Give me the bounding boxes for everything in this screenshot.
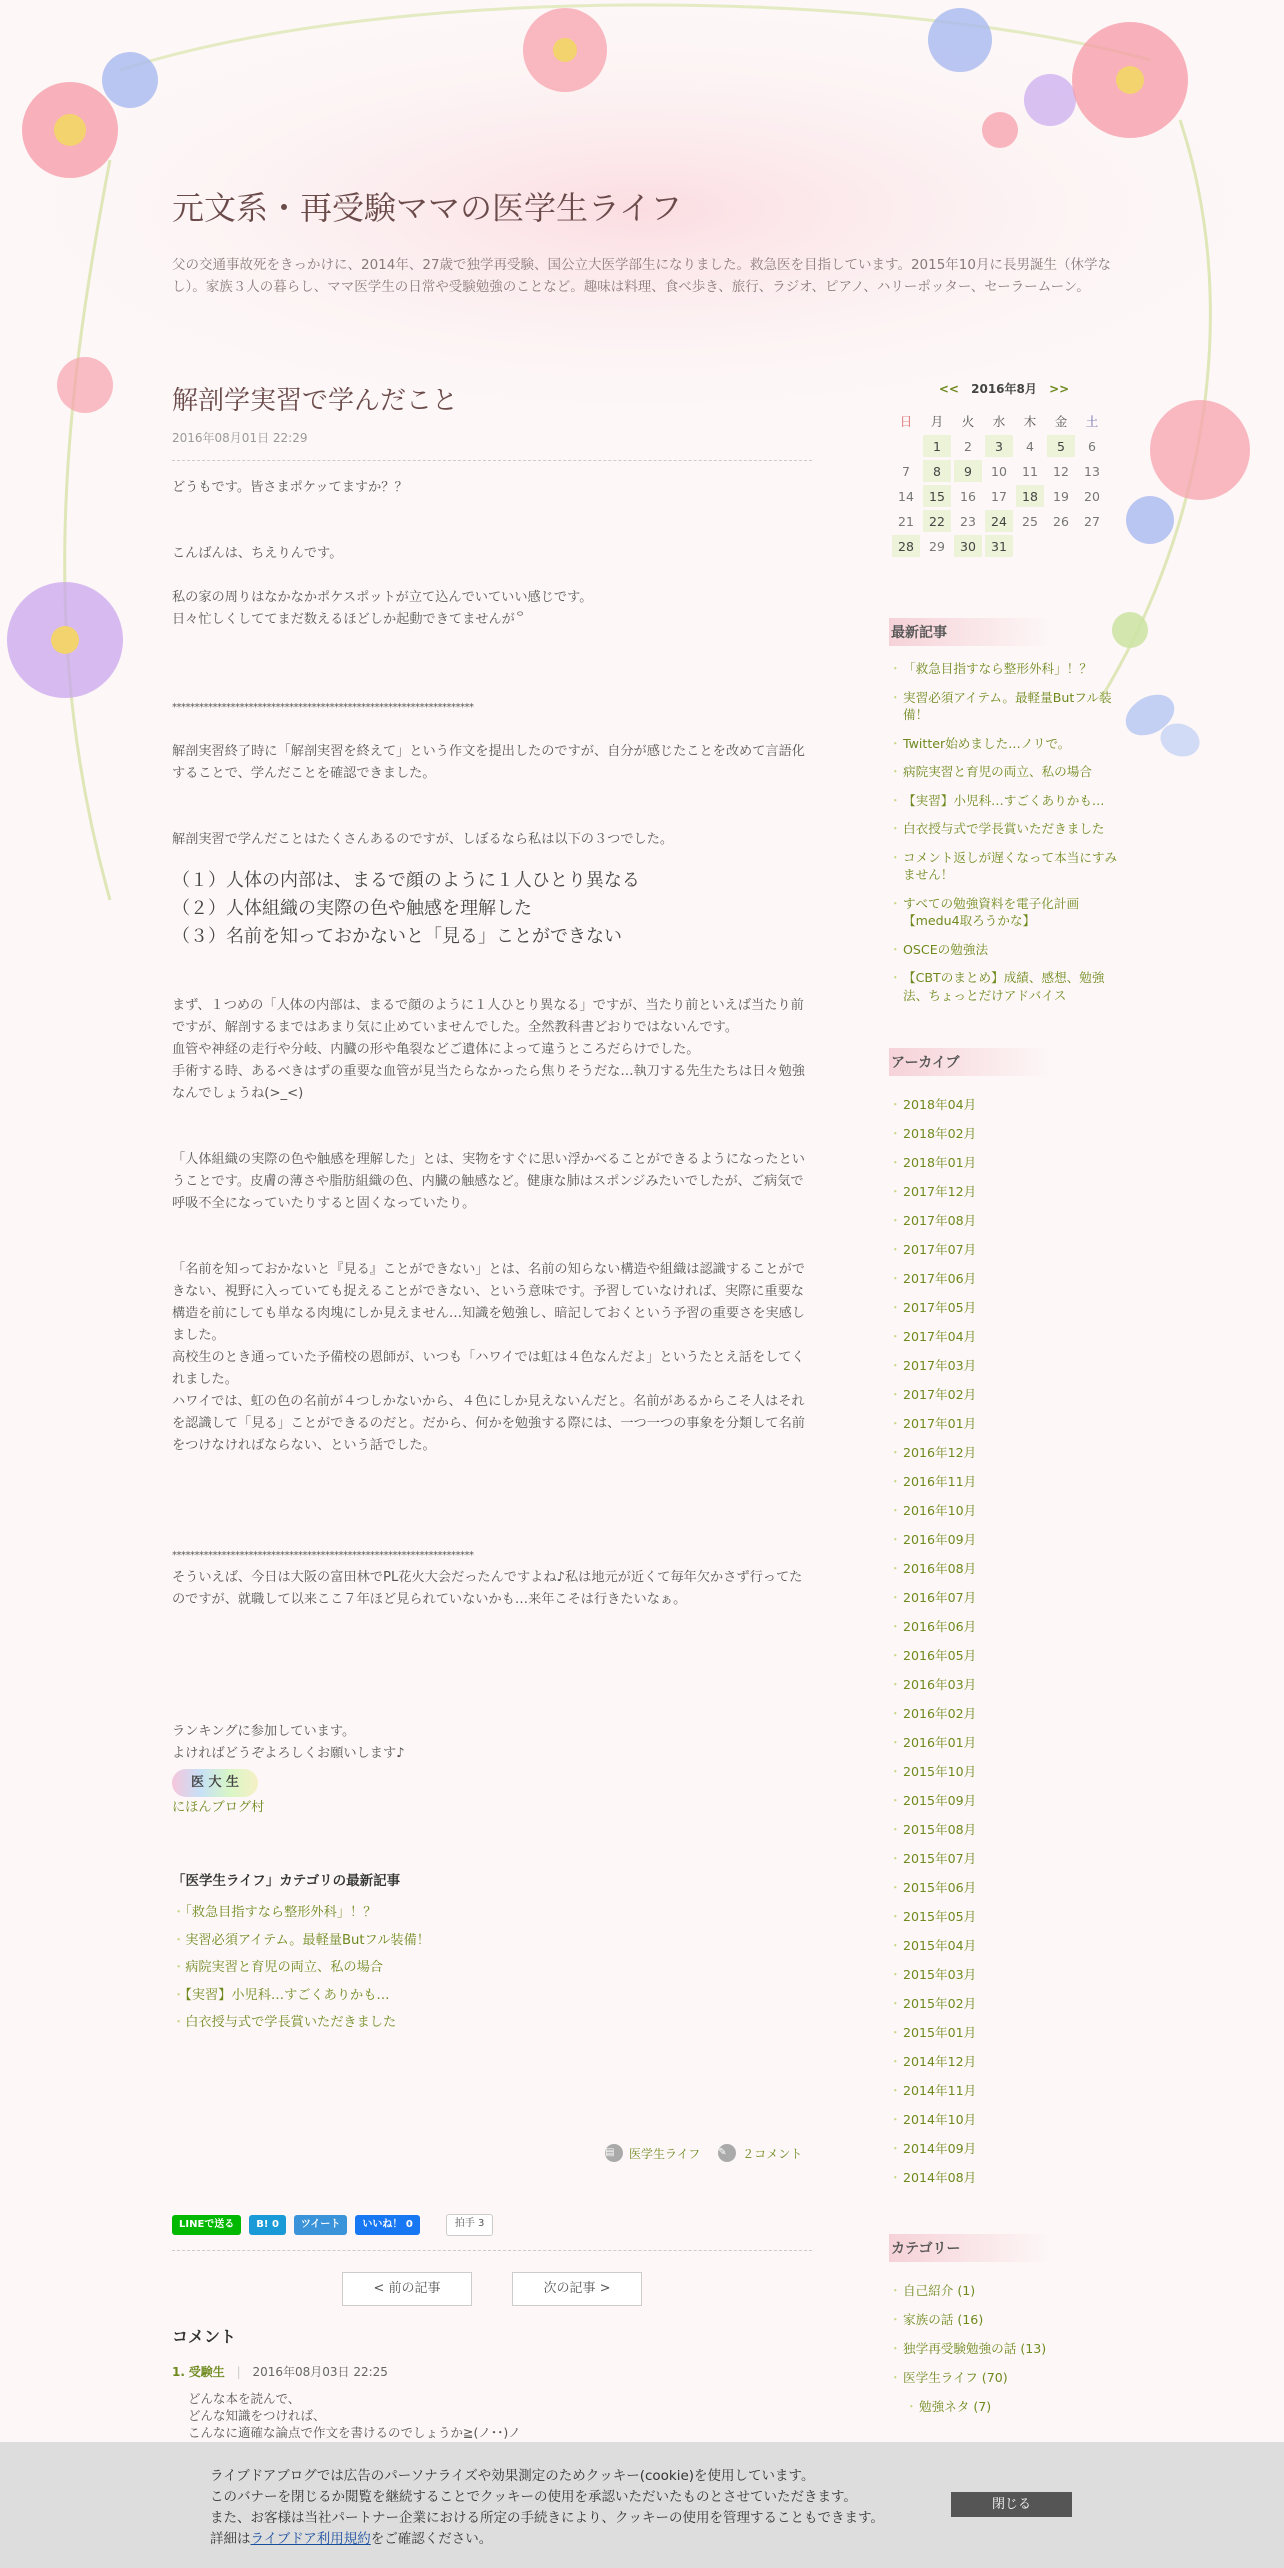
calendar-day: 12 <box>1053 463 1069 479</box>
entry-paragraph: こんばんは、ちえりんです。 <box>172 546 343 561</box>
archive-item[interactable]: ・ 2016年05月 <box>889 1641 1119 1670</box>
calendar-day: 11 <box>1022 463 1038 479</box>
archive-item[interactable]: ・ 2017年01月 <box>889 1409 1119 1438</box>
sidebar <box>889 380 1119 2421</box>
pager <box>342 2272 642 2306</box>
main-column <box>172 380 812 2037</box>
calendar-day: 20 <box>1084 488 1100 504</box>
separator: ******************************************************************* <box>172 702 474 713</box>
calendar-day[interactable]: 31 <box>985 535 1013 557</box>
folder-icon: ▤ <box>605 2144 623 2162</box>
entry-paragraph: 「名前を知っておかないと『見る』ことができない」とは、名前の知らない構造や組織は認識することができない、視野に入っていても捉えることができない、という意味です。予習していなければ、実際に重要な構造を前にしても単なる肉塊にしか見えません…知識を勉強し、暗記しておくという予習の重要さを実感しました。 高校生のとき通っていた予備校の恩師が、いつも「ハワイでは虹は４色なんだよ」というたとえ話をしてくれました。 ハワイでは、虹の色の名前が４つしかないから、４色にしか見えないんだと。名前があるからこそ人はそれを認識して「見る」ことができるのだと。だから、何かを勉強する際には、一つ一つの事象を分類して名前をつけなければならない、という話でした。 <box>172 1262 805 1453</box>
entry-paragraph: 解剖実習で学んだことはたくさんあるのですが、しぼるなら私は以下の３つでした。 <box>172 832 674 847</box>
meta-comments[interactable] <box>718 2144 802 2162</box>
cookie-close-button[interactable]: 閉じる <box>951 2492 1072 2517</box>
comment-date: 2016年08月03日 22:25 <box>252 2365 388 2379</box>
entry-paragraph: そういえば、今日は大阪の富田林でPL花火大会だったんですよね♪私は地元が近くて毎年欠かさず行ってたのですが、就職して以来ここ７年ほど見られていないかも…来年こそは行きたいなぁ。 <box>172 1570 803 1607</box>
share-bar <box>172 2214 493 2236</box>
calendar-day[interactable]: 28 <box>892 535 920 557</box>
archive-item[interactable]: ・ 2014年08月 <box>889 2163 1119 2192</box>
archive-item[interactable]: ・ 2015年10月 <box>889 1757 1119 1786</box>
divider <box>172 2250 812 2251</box>
category-latest <box>172 1869 812 2037</box>
entry-paragraph: 「人体組織の実際の色や触感を理解した」とは、実物をすぐに思い浮かべることができるようになったということです。皮膚の薄さや脂肪組織の色、内臓の触感など。健康な肺はスポンジみたいでしたが、ご病気で呼吸不全になっていたりすると固くなっていたり。 <box>172 1152 805 1211</box>
calendar-weekday: 水 <box>992 414 1006 429</box>
summary-item: （１）人体の内部は、まるで顔のように１人ひとり異なる <box>172 870 640 891</box>
comments-title: コメント <box>172 2327 237 2346</box>
archive-item[interactable]: ・ 2016年11月 <box>889 1467 1119 1496</box>
prev-article-button[interactable]: < 前の記事 <box>342 2272 472 2306</box>
calendar-day: 23 <box>960 513 976 529</box>
archive-item[interactable]: ・ 2016年01月 <box>889 1728 1119 1757</box>
category-item[interactable]: ・ 家族の話 (16) <box>889 2305 1119 2334</box>
entry-date: 2016年08月01日 22:29 <box>172 429 812 461</box>
ranking-text: ランキングに参加しています。 よければどうぞよろしくお願いします♪ <box>172 1724 405 1761</box>
calendar-day: 13 <box>1084 463 1100 479</box>
calendar-day: 14 <box>898 488 914 504</box>
calendar-day: 26 <box>1053 513 1069 529</box>
calendar-day: 10 <box>991 463 1007 479</box>
calendar-day: 21 <box>898 513 914 529</box>
meta-category[interactable] <box>605 2144 700 2162</box>
calendar-prev[interactable]: << <box>938 382 959 396</box>
calendar-weekday: 金 <box>1054 414 1068 429</box>
calendar-day: 27 <box>1084 513 1100 529</box>
category-latest-item[interactable]: ・ 病院実習と育児の両立、私の場合 <box>172 1954 812 1982</box>
archive-item[interactable]: ・ 2017年02月 <box>889 1380 1119 1409</box>
category-latest-title: 「医学生ライフ」カテゴリの最新記事 <box>172 1873 401 1889</box>
calendar-day[interactable]: 22 <box>923 510 951 532</box>
calendar-day: 25 <box>1022 513 1038 529</box>
line-share-button[interactable]: LINEで送る <box>172 2215 241 2235</box>
calendar-weekday: 土 <box>1085 414 1099 429</box>
cookie-detail-suffix: をご確認ください。 <box>370 2531 493 2547</box>
entry-title[interactable]: 解剖学実習で学んだこと <box>172 386 459 416</box>
archive-item[interactable]: ・ 2016年02月 <box>889 1699 1119 1728</box>
category-latest-item[interactable]: ・ 「救急目指すなら整形外科」！？ <box>172 1899 812 1927</box>
archive-item[interactable]: ・ 2014年11月 <box>889 2076 1119 2105</box>
archive-item[interactable]: ・ 2016年12月 <box>889 1438 1119 1467</box>
category-title: カテゴリー <box>889 2234 1051 2262</box>
calendar-day[interactable]: 9 <box>954 460 982 482</box>
calendar-day: 16 <box>960 488 976 504</box>
archive-item[interactable]: ・ 2018年04月 <box>889 1090 1119 1119</box>
archive-item[interactable]: ・ 2016年08月 <box>889 1554 1119 1583</box>
archive-item[interactable]: ・ 2014年09月 <box>889 2134 1119 2163</box>
calendar-empty <box>1016 535 1044 557</box>
category-latest-item[interactable]: ・ 白衣授与式で学長賞いただきました <box>172 2009 812 2037</box>
calendar-day: 17 <box>991 488 1007 504</box>
category-item[interactable]: ・ 独学再受験勉強の話 (13) <box>889 2334 1119 2363</box>
comment-author: 受験生 <box>188 2365 225 2379</box>
summary-item: （２）人体組織の実際の色や触感を理解した <box>172 898 532 919</box>
comment-number: 1. <box>172 2365 185 2379</box>
recent-item[interactable]: ・ 白衣授与式で学長賞いただきました <box>889 820 1119 838</box>
calendar-day[interactable]: 15 <box>923 485 951 507</box>
recent-item[interactable]: ・ Twitter始めました…ノリで。 <box>889 735 1119 753</box>
summary-item: （３）名前を知っておかないと「見る」ことができない <box>172 926 622 947</box>
calendar-day[interactable]: 3 <box>985 435 1013 457</box>
archive-item[interactable]: ・ 2016年09月 <box>889 1525 1119 1554</box>
archive-item[interactable]: ・ 2017年12月 <box>889 1177 1119 1206</box>
blogmura-link[interactable]: にほんブログ村 <box>172 1800 265 1815</box>
recent-item[interactable]: ・ 病院実習と育児の両立、私の場合 <box>889 763 1119 781</box>
archive-item[interactable]: ・ 2017年06月 <box>889 1264 1119 1293</box>
calendar-empty <box>1047 535 1075 557</box>
calendar <box>889 407 1109 560</box>
archive-item[interactable]: ・ 2017年05月 <box>889 1293 1119 1322</box>
calendar-day: 6 <box>1088 438 1096 454</box>
separator: ******************************************************************* <box>172 1550 474 1561</box>
archive-item[interactable]: ・ 2017年03月 <box>889 1351 1119 1380</box>
archive-item[interactable]: ・ 2018年02月 <box>889 1119 1119 1148</box>
calendar-next[interactable]: >> <box>1049 382 1070 396</box>
recent-item[interactable]: ・ 【CBTのまとめ】成績、感想、勉強法、ちょっとだけアドバイス <box>889 969 1119 1004</box>
archive-item[interactable]: ・ 2018年01月 <box>889 1148 1119 1177</box>
archive-item[interactable]: ・ 2017年08月 <box>889 1206 1119 1235</box>
archive-item[interactable]: ・ 2017年07月 <box>889 1235 1119 1264</box>
calendar-day[interactable]: 24 <box>985 510 1013 532</box>
archive-item[interactable]: ・ 2015年01月 <box>889 2018 1119 2047</box>
archive-item[interactable]: ・ 2017年04月 <box>889 1322 1119 1351</box>
recent-item[interactable]: ・ 「救急目指すなら整形外科」！？ <box>889 660 1119 678</box>
archive-item[interactable]: ・ 2015年06月 <box>889 1873 1119 1902</box>
archive-item[interactable]: ・ 2015年08月 <box>889 1815 1119 1844</box>
calendar-day: 2 <box>964 438 972 454</box>
blog-title[interactable]: 元文系・再受験ママの医学生ライフ <box>172 189 683 227</box>
calendar-weekday: 火 <box>961 414 975 429</box>
archive-item[interactable]: ・ 2016年07月 <box>889 1583 1119 1612</box>
calendar-weekday: 日 <box>899 414 913 429</box>
terms-link[interactable]: ライブドア利用規約 <box>250 2531 371 2547</box>
calendar-day[interactable]: 8 <box>923 460 951 482</box>
tweet-button[interactable]: ツイート <box>294 2215 348 2235</box>
recent-item[interactable]: ・ OSCEの勉強法 <box>889 941 1119 959</box>
category-item[interactable]: ・ 医学生ライフ (70) <box>889 2363 1119 2392</box>
archive-item[interactable]: ・ 2016年10月 <box>889 1496 1119 1525</box>
entry-paragraph: 私の家の周りはなかなかポケスポットが立て込んでいていい感じです。 日々忙しくしててまだ数えるほどしか起動できてませんが꒪ <box>172 590 593 627</box>
cookie-text <box>210 2466 970 2550</box>
archive-item[interactable]: ・ 2015年03月 <box>889 1960 1119 1989</box>
calendar-day[interactable]: 18 <box>1016 485 1044 507</box>
blog-description: 父の交通事故死をきっかけに、2014年、27歳で独学再受験、国公立大医学部生になりました。救急医を目指しています。2015年10月に長男誕生（休学なし）。家族３人の暮らし、ママ医学生の日常や受験勉強のことなど。趣味は料理、食べ歩き、旅行、ラジオ、ピアノ、ハリーポッター、セーラームーン。 <box>172 257 1111 295</box>
archive-item[interactable]: ・ 2015年04月 <box>889 1931 1119 1960</box>
facebook-like-button[interactable]: いいね！ 0 <box>355 2215 419 2235</box>
comment-header: 1. 受験生 | 2016年08月03日 22:25 <box>172 2365 388 2379</box>
recent-list <box>889 660 1119 1004</box>
calendar-day: 7 <box>902 463 910 479</box>
recent-item[interactable]: ・ コメント返しが遅くなって本当にすみません！ <box>889 849 1119 884</box>
hatena-bookmark-button[interactable]: B! 0 <box>249 2215 286 2235</box>
calendar-empty <box>1078 535 1106 557</box>
entry-paragraph: 解剖実習終了時に「解剖実習を終えて」という作文を提出したのですが、自分が感じたことを改めて言語化することで、学んだことを確認できました。 <box>172 744 805 781</box>
calendar-weekday: 木 <box>1023 414 1037 429</box>
recent-item[interactable]: ・ 実習必須アイテム。最軽量Butフル装備！ <box>889 689 1119 724</box>
category-item[interactable]: ・ 自己紹介 (1) <box>889 2276 1119 2305</box>
archive-item[interactable]: ・ 2015年05月 <box>889 1902 1119 1931</box>
cookie-detail-prefix: 詳細は <box>210 2531 251 2547</box>
meta-category-label: 医学生ライフ <box>629 2146 701 2161</box>
calendar-title: 2016年8月 <box>971 382 1037 396</box>
archive-item[interactable]: ・ 2015年07月 <box>889 1844 1119 1873</box>
entry-paragraph: まず、１つめの「人体の内部は、まるで顔のように１人ひとり異なる」ですが、当たり前といえば当たり前ですが、解剖するまではあまり気に止めていませんでした。全然教科書どおりではないんです。 血管や神経の走行や分岐、内臓の形や亀裂などご遺体によって違うところだらけでした。 手術する時、あるべきはずの重要な血管が見当たらなかったら焦りそうだな…執刀する先生たちは日々勉強なんでしょうね(>_<) <box>172 998 805 1101</box>
archive-item[interactable]: ・ 2016年06月 <box>889 1612 1119 1641</box>
clap-button[interactable]: 拍手 3 <box>446 2214 494 2236</box>
entry-body <box>172 477 812 1819</box>
archive-item[interactable]: ・ 2016年03月 <box>889 1670 1119 1699</box>
summary-list <box>172 867 812 951</box>
calendar-day: 29 <box>929 538 945 554</box>
cookie-message: ライブドアブログでは広告のパーソナライズや効果測定のためクッキー(cookie)を使用しています。 このバナーを閉じるか閲覧を継続することでクッキーの使用を承認いただいたものとさせていただきます。 また、お客様は当社パートナー企業における所定の手続きにより、クッキーの使用を管理することもできます。 <box>210 2468 884 2526</box>
category-latest-item[interactable]: ・ 実習必須アイテム。最軽量Butフル装備！ <box>172 1927 812 1955</box>
calendar-day: 19 <box>1053 488 1069 504</box>
calendar-day[interactable]: 5 <box>1047 435 1075 457</box>
calendar-day[interactable]: 30 <box>954 535 982 557</box>
blogmura-banner[interactable]: 医 大 生 <box>172 1769 258 1797</box>
category-list <box>889 2276 1119 2421</box>
meta-comments-label: ２コメント <box>742 2146 803 2161</box>
archive-item[interactable]: ・ 2015年09月 <box>889 1786 1119 1815</box>
next-article-button[interactable]: 次の記事 > <box>512 2272 642 2306</box>
recent-title: 最新記事 <box>889 618 1051 646</box>
recent-item[interactable]: ・ 【実習】小児科…すごくありかも… <box>889 792 1119 810</box>
comment-icon: ✎ <box>718 2144 736 2162</box>
cookie-banner <box>0 2442 1284 2568</box>
calendar-day: 4 <box>1026 438 1034 454</box>
archive-list <box>889 1090 1119 2192</box>
recent-item[interactable]: ・ すべての勉強資料を電子化計画【medu4取ろうかな】 <box>889 895 1119 930</box>
calendar-day[interactable]: 1 <box>923 435 951 457</box>
archive-item[interactable]: ・ 2014年10月 <box>889 2105 1119 2134</box>
calendar-empty <box>892 435 920 457</box>
archive-item[interactable]: ・ 2014年12月 <box>889 2047 1119 2076</box>
comments-section <box>172 2324 812 2441</box>
archive-title: アーカイブ <box>889 1048 1051 1076</box>
subcategory-item[interactable]: ・ 勉強ネタ (7) <box>905 2392 1119 2421</box>
calendar-weekday: 月 <box>930 414 944 429</box>
entry-paragraph: どうもです。皆さまポケッてますか？？ <box>172 480 408 495</box>
comment-body: どんな本を読んで、 どんな知識をつければ、 こんなに適確な論点で作文を書けるのでしょうか≧(ノ･･)ノ <box>188 2391 521 2440</box>
archive-item[interactable]: ・ 2015年02月 <box>889 1989 1119 2018</box>
calendar-header <box>889 380 1119 397</box>
category-latest-item[interactable]: ・ 【実習】小児科…すごくありかも… <box>172 1982 812 2010</box>
